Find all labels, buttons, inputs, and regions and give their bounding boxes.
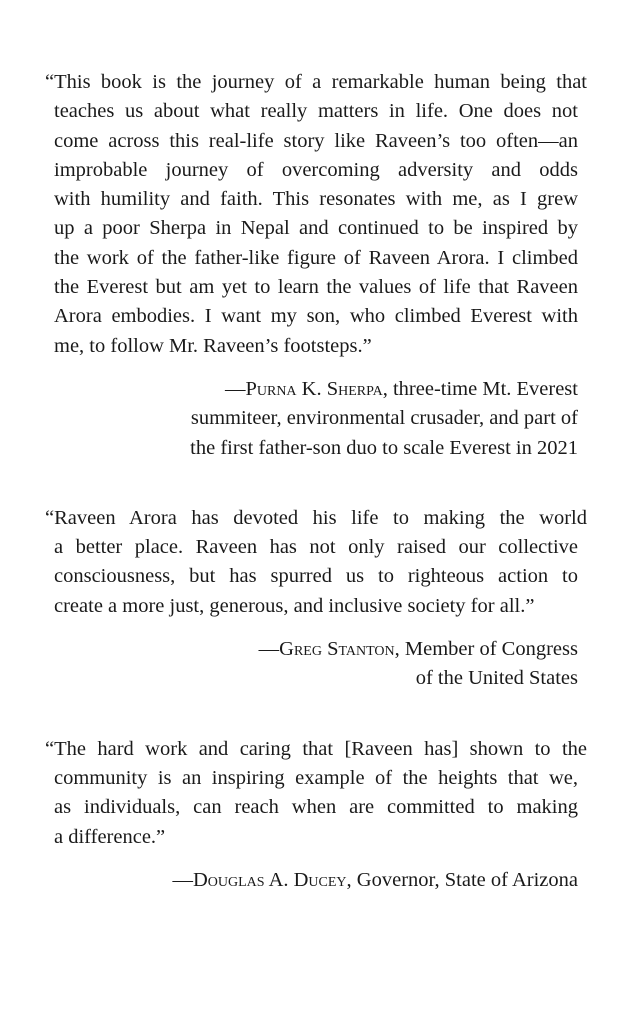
- endorsement-blurb: [45, 735, 587, 895]
- endorsement-quote: [45, 68, 587, 361]
- quote-line: a better place. Raveen has not only raised our collective: [54, 536, 578, 559]
- endorser-title: of the United States: [415, 667, 578, 690]
- quote-line: Arora embodies. I want my son, who climbed Everest with: [54, 305, 578, 328]
- endorsement-blurb: [45, 68, 587, 463]
- attribution-dash: —: [224, 377, 246, 400]
- quote-line: a difference.”: [54, 825, 166, 848]
- attribution-dash: —: [258, 638, 280, 661]
- quote-line: the work of the father-like figure of Raveen Arora. I climbed: [54, 246, 578, 269]
- quote-line: “This book is the journey of a remarkable human being that: [45, 71, 587, 93]
- quote-line: as individuals, can reach when are committed to making: [54, 796, 578, 819]
- attribution-line: [54, 375, 578, 404]
- attribution-line: [54, 866, 578, 895]
- quote-line: community is an inspiring example of the heights that we,: [54, 766, 578, 789]
- endorser-name: Douglas A. Ducey: [193, 868, 347, 891]
- endorsements-page: [45, 68, 587, 895]
- quote-line: the Everest but am yet to learn the values of life that Raveen: [54, 276, 578, 299]
- quote-line: consciousness, but has spurred us to righteous action to: [54, 565, 578, 588]
- endorsement-attribution: [54, 866, 578, 895]
- endorser-title: summiteer, environmental crusader, and part of: [190, 407, 578, 430]
- endorser-title: the first father-son duo to scale Everest in 2021: [190, 436, 578, 459]
- quote-line: “The hard work and caring that [Raveen has] shown to the: [45, 737, 587, 760]
- endorser-title: , Governor, State of Arizona: [346, 868, 578, 891]
- endorser-title: , Member of Congress: [394, 638, 578, 661]
- endorsement-blurb: [45, 504, 587, 694]
- quote-line: up a poor Sherpa in Nepal and continued to be inspired by: [54, 217, 578, 240]
- endorsement-quote: [45, 504, 587, 621]
- quote-line: with humility and faith. This resonates with me, as I grew: [54, 188, 578, 211]
- quote-line: improbable journey of overcoming adversity and odds: [54, 158, 578, 181]
- quote-line: teaches us about what really matters in life. One does not: [54, 100, 578, 123]
- quote-line: “Raveen Arora has devoted his life to making the world: [45, 506, 587, 529]
- quote-line: create a more just, generous, and inclusive society for all.”: [54, 594, 535, 617]
- endorsement-attribution: [54, 375, 578, 463]
- quote-line: me, to follow Mr. Raveen’s footsteps.”: [54, 334, 372, 357]
- endorsement-attribution: [54, 635, 578, 694]
- endorser-name: Purna K. Sherpa: [245, 377, 383, 400]
- endorser-title: , three-time Mt. Everest: [382, 377, 578, 400]
- attribution-dash: —: [172, 868, 193, 891]
- quote-line: come across this real-life story like Raveen’s too often—an: [54, 129, 578, 152]
- endorsement-quote: [45, 735, 587, 852]
- attribution-line: [54, 635, 578, 664]
- endorser-name: Greg Stanton: [279, 638, 395, 661]
